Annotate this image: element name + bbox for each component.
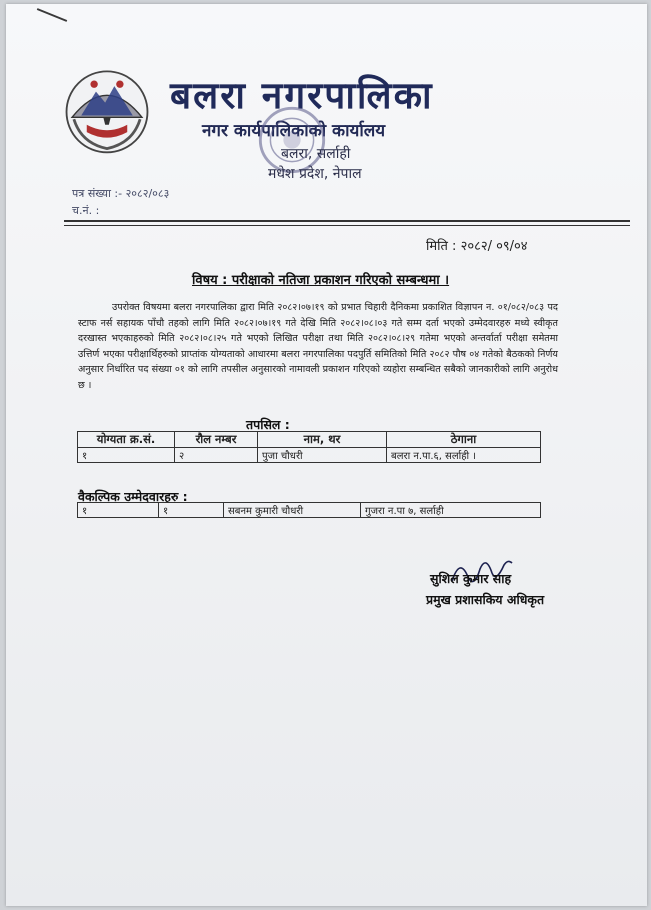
table-row — [78, 503, 541, 518]
letter-date: मिति : २०८२/ ०९/०४ — [426, 239, 528, 254]
table-cell: १ — [159, 503, 224, 518]
address-district: बलरा, सर्लाही — [281, 146, 351, 162]
table-cell: १ — [78, 448, 175, 463]
letter-subject: विषय : परीक्षाको नतिजा प्रकाशन गरिएको सम्बन्धमा । — [192, 273, 450, 288]
nepal-emblem-icon — [61, 64, 153, 156]
table-header-row — [78, 432, 541, 448]
header-rule-thin — [64, 225, 630, 226]
table-cell: पुजा चौधरी — [258, 448, 387, 463]
letter-page — [6, 4, 647, 906]
signatory-designation: प्रमुख प्रशासकिय अधिकृत — [426, 592, 545, 607]
column-header: रौल नम्बर — [175, 432, 258, 448]
dispatch-number: च.नं. : — [72, 204, 100, 217]
table-cell: १ — [78, 503, 159, 518]
municipality-title: बलरा नगरपालिका — [170, 74, 434, 117]
table-cell: बलरा न.पा.६, सर्लाही । — [387, 448, 541, 463]
table-cell: सबनम कुमारी चौधरी — [224, 503, 361, 518]
signatory-name: सुशिल कुमार साह — [430, 571, 512, 586]
letter-number: पत्र संख्या :- २०८२/०८३ — [72, 187, 170, 200]
office-subtitle: नगर कार्यपालिकाको कार्यालय — [202, 121, 386, 141]
letter-body: उपरोक्त विषयमा बलरा नगरपालिका द्वारा मिति २०८२।०७।१९ को प्रभात चिहारी दैनिकमा प्रकाशित विज्ञापन न. ०१/०८२/०८३ पद स्टाफ नर्स सहायक पाँचौ तहको लागि मिति २०८२।०७।१९ गते देखि मिति २०८२।०८।०३ गते सम्म दर्ता भएको उम्मेदवारहरु मध्ये स्वीकृत दरखास्त भएकाहरुको मिति २०८२।०८।२५ गते भएको लिखित परीक्षा तथा मिति २०८२।०८।२९ गतेमा भएको अन्तर्वार्ता परीक्षा समेतमा उत्तिर्ण भएका परीक्षार्थिहरुको प्राप्तांक योग्यताको आधारमा बलरा नगरपालिका पदपुर्ति समितिको मिति २०८२ पौष ०४ गतेको बैठकको निर्णय अनुसार निर्धारित पद संख्या ०१ को लागि तपसील अनुसारको नामावली प्रकाशन गरिएको व्यहोरा सम्बन्धित सबैको जानकारीको लागि अनुरोध छ । — [78, 302, 558, 391]
pen-streak — [37, 8, 67, 22]
address-province: मधेश प्रदेश, नेपाल — [268, 166, 362, 182]
table-cell: गुजरा न.पा ७, सर्लाही — [361, 503, 541, 518]
column-header: योग्यता क्र.सं. — [78, 432, 175, 448]
alternate-candidates-table — [77, 502, 541, 518]
table-row — [78, 448, 541, 463]
column-header: ठेगाना — [387, 432, 541, 448]
header-rule — [64, 220, 630, 222]
details-label: तपसिल : — [246, 417, 290, 432]
selected-candidates-table — [77, 431, 541, 463]
column-header: नाम, थर — [258, 432, 387, 448]
table-cell: २ — [175, 448, 258, 463]
alternate-candidates-label: वैकल्पिक उम्मेदवारहरु : — [78, 489, 188, 504]
